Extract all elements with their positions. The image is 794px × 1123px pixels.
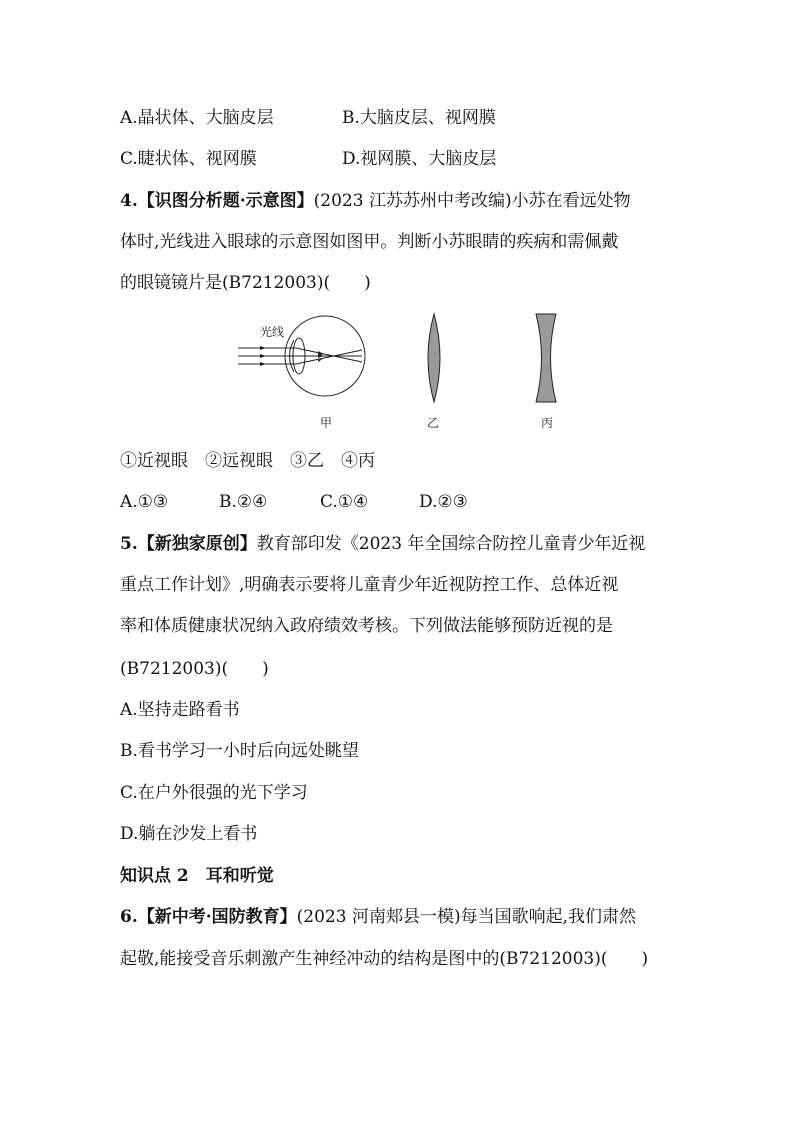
q3-option-b: B.大脑皮层、视网膜 (342, 108, 496, 128)
caption-bing: 丙 (541, 416, 554, 430)
q5-stem-line-1 (120, 532, 645, 556)
q4-tag: 4.【识图分析题·示意图】 (120, 191, 314, 211)
q4-stem-line-2: 体时,光线进入眼球的示意图如图甲。判断小苏眼睛的疾病和需佩戴 (120, 232, 619, 252)
q5-tag: 5.【新独家原创】 (120, 534, 257, 554)
q5-stem-line-3: 率和体质健康状况纳入政府绩效考核。下列做法能够预防近视的是 (120, 616, 613, 636)
q5-option-c: C.在户外很强的光下学习 (120, 783, 308, 803)
q4-option-b: B.②④ (219, 492, 268, 512)
q3-option-c: C.睫状体、视网膜 (120, 149, 257, 169)
concave-lens (533, 312, 559, 404)
q6-stem-line-1 (120, 905, 636, 929)
q4-stem-line-3: 的眼镜镜片是(B7212003)( ) (120, 273, 371, 293)
q6-stem-line-2: 起敬,能接受音乐刺激产生神经冲动的结构是图中的(B7212003)( ) (120, 949, 649, 969)
eye-diagram (230, 312, 370, 407)
q4-option-a: A.①③ (120, 492, 169, 512)
caption-jia: 甲 (320, 416, 333, 430)
q5-option-d: D.躺在沙发上看书 (120, 824, 258, 844)
q5-option-a: A.坚持走路看书 (120, 700, 240, 720)
convex-lens (422, 312, 446, 404)
q5-option-b: B.看书学习一小时后向远处眺望 (120, 741, 359, 761)
q4-stem-line-1 (120, 189, 631, 213)
light-label: 光线 (260, 325, 285, 339)
q3-option-a: A.晶状体、大脑皮层 (120, 108, 274, 128)
q4-choices: ①近视眼 ②远视眼 ③乙 ④丙 (120, 451, 375, 471)
q5-stem-text: 教育部印发《2023 年全国综合防控儿童青少年近视 (256, 534, 646, 554)
q5-stem-line-2: 重点工作计划》,明确表示要将儿童青少年近视防控工作、总体近视 (120, 575, 619, 595)
section-heading: 知识点 2 耳和听觉 (120, 866, 274, 886)
q4-option-d: D.②③ (419, 492, 468, 512)
q4-stem-text: (2023 江苏苏州中考改编)小苏在看远处物 (313, 191, 631, 211)
q4-option-c: C.①④ (320, 492, 369, 512)
q6-tag: 6.【新中考·国防教育】 (120, 907, 297, 927)
q5-stem-line-4: (B7212003)( ) (120, 659, 269, 679)
q3-option-d: D.视网膜、大脑皮层 (342, 149, 497, 169)
caption-yi: 乙 (427, 416, 440, 430)
q6-stem-text: (2023 河南郏县一模)每当国歌响起,我们肃然 (296, 907, 637, 927)
